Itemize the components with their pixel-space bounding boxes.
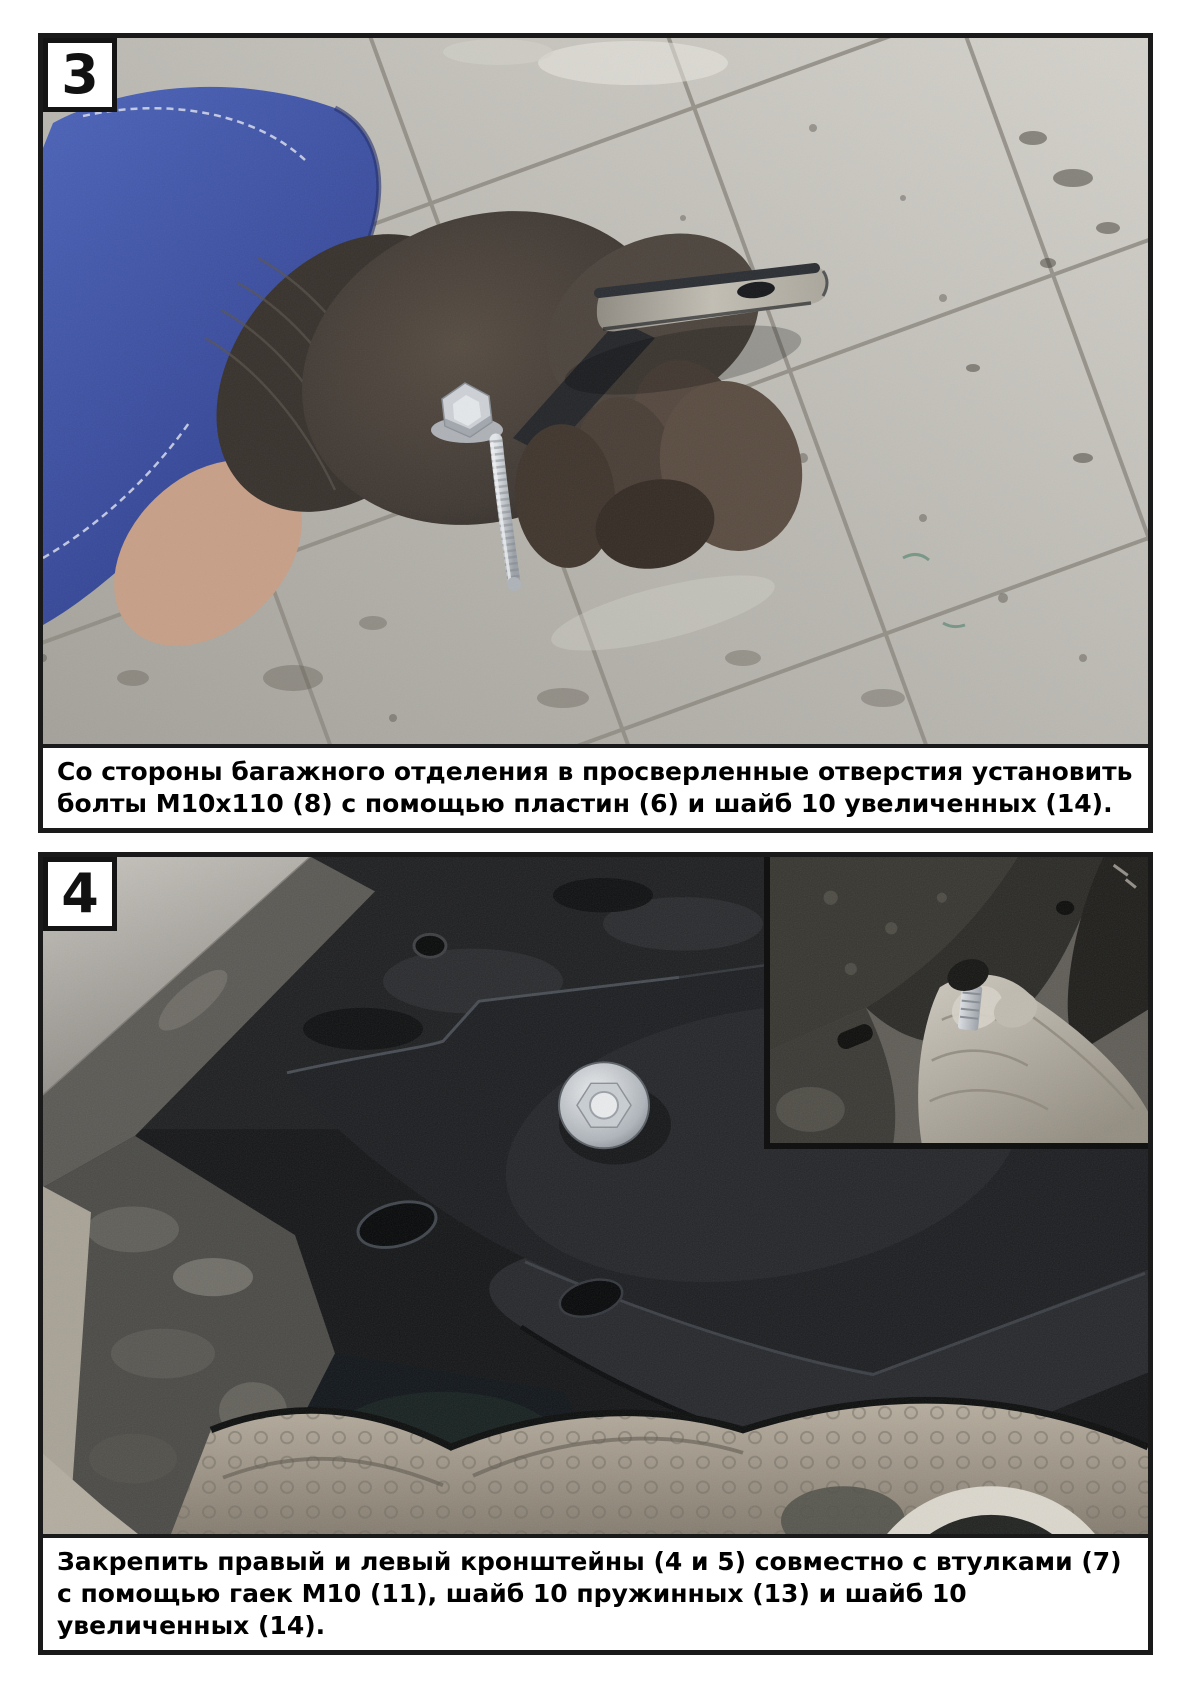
photo-grain bbox=[43, 38, 1148, 744]
step-3-caption-text: Со стороны багажного отделения в просверленные отверстия установить болты М10х110 (8) с помощью пластин (6) и шайб 10 увеличенных (14). bbox=[57, 757, 1133, 818]
step-4-figure bbox=[38, 852, 1153, 1655]
step-4-inset-photo bbox=[764, 857, 1148, 1149]
inset-scene bbox=[770, 857, 1148, 1143]
step-4-caption-text: Закрепить правый и левый кронштейны (4 и 5) совместно с втулками (7) с помощью гаек М10 (11), шайб 10 пружинных (13) и шайб 10 увеличенных (14). bbox=[57, 1547, 1122, 1640]
step-3-caption bbox=[43, 744, 1148, 828]
step-number: 4 bbox=[61, 862, 99, 925]
step-number: 3 bbox=[61, 43, 99, 106]
step-number-badge bbox=[43, 38, 117, 112]
step-4-photo bbox=[43, 857, 1148, 1534]
step-4-caption bbox=[43, 1534, 1148, 1650]
step-3-figure bbox=[38, 33, 1153, 833]
step-3-photo-scene bbox=[43, 38, 1148, 744]
step-number-badge bbox=[43, 857, 117, 931]
step-3-photo bbox=[43, 38, 1148, 744]
